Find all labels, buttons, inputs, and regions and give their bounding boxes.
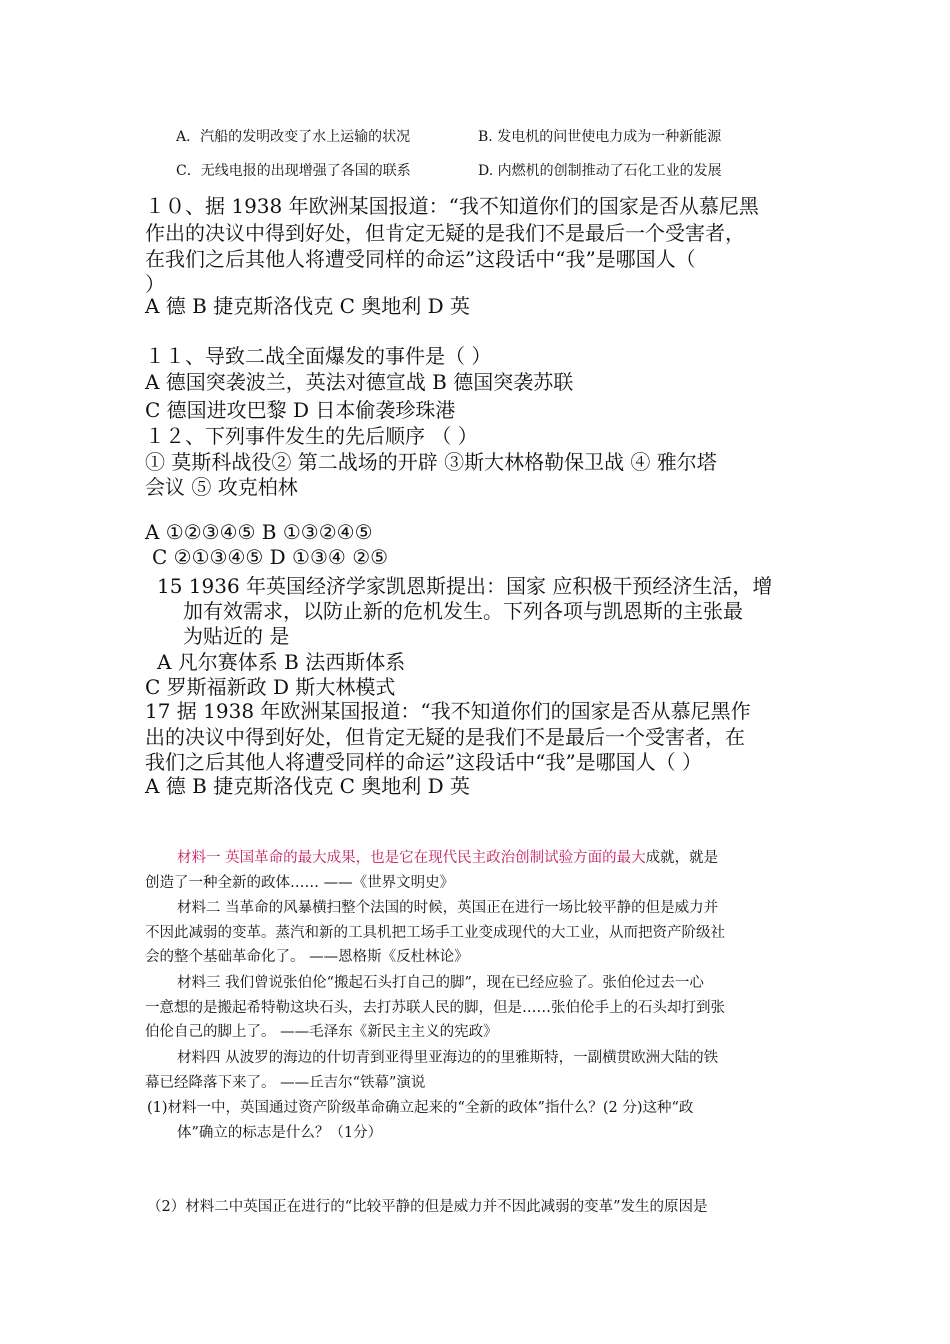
material-4-line: 材料四 从波罗的海边的什切青到亚得里亚海边的的里雅斯特，一副横贯欧洲大陆的铁 <box>177 1050 719 1066</box>
material-1-highlight: 材料一 英国革命的最大成果，也是它在现代民主政治创制试验方面的最大 <box>177 850 646 866</box>
material-1-line <box>177 846 718 867</box>
q11-options-cd: C 德国进攻巴黎 D 日本偷袭珍珠港 <box>145 398 456 422</box>
q12-options-ab: A ①②③④⑤ B ①③②④⑤ <box>145 520 373 544</box>
q10-stem-line: １０、据 1938 年欧洲某国报道：“我不知道你们的国家是否从慕尼黑 <box>145 194 759 218</box>
material-2-line: 不因此减弱的变革。蒸汽和新的工具机把工场手工业变成现代的大工业，从而把资产阶级社 <box>145 925 725 941</box>
q17-options: A 德 B 捷克斯洛伐克 C 奥地利 D 英 <box>145 774 470 798</box>
material-1-tail: 成就，就是 <box>645 850 719 866</box>
material-2-line: 材料二 当革命的风暴横扫整个法国的时候，英国正在进行一场比较平静的但是威力并 <box>177 900 719 916</box>
q9-option-b: B. 发电机的问世使电力成为一种新能源 <box>478 129 722 145</box>
q9-option-a: A．汽船的发明改变了水上运输的状况 <box>176 129 411 145</box>
q10-options: A 德 B 捷克斯洛伐克 C 奥地利 D 英 <box>145 294 470 318</box>
q12-events-line: 会议 ⑤ 攻克柏林 <box>145 475 298 499</box>
q15-options-cd: C 罗斯福新政 D 斯大林模式 <box>145 675 396 699</box>
q11-options-ab: A 德国突袭波兰，英法对德宣战 B 德国突袭苏联 <box>145 370 574 394</box>
material-3-line: 一意想的是搬起希特勒这块石头，去打苏联人民的脚，但是……张伯伦手上的石头却打到张 <box>145 1000 725 1016</box>
question-1-line: 体”确立的标志是什么？（1分） <box>177 1125 383 1141</box>
q17-stem-line: 17 据 1938 年欧洲某国报道：“我不知道你们的国家是否从慕尼黑作 <box>145 699 751 723</box>
question-2-line: （2）材料二中英国正在进行的“比较平静的但是威力并不因此减弱的变革”发生的原因是 <box>147 1199 708 1215</box>
q12-options-cd: C ②①③④⑤ D ①③④ ②⑤ <box>152 545 389 569</box>
q17-stem-line: 出的决议中得到好处，但肯定无疑的是我们不是最后一个受害者，在 <box>145 725 745 749</box>
material-4-source: 幕已经降落下来了。 ——丘吉尔“铁幕”演说 <box>145 1075 426 1091</box>
q9-option-c: C．无线电报的出现增强了各国的联系 <box>176 163 411 179</box>
material-3-line: 材料三 我们曾说张伯伦“搬起石头打自己的脚”，现在已经应验了。张伯伦过去一心 <box>177 975 704 991</box>
q12-events-line: ① 莫斯科战役② 第二战场的开辟 ③斯大林格勒保卫战 ④ 雅尔塔 <box>145 450 717 474</box>
q17-stem-line: 我们之后其他人将遭受同样的命运”这段话中“我”是哪国人（ ） <box>145 750 703 774</box>
material-1-source: 创造了一种全新的政体…… ——《世界文明史》 <box>145 875 455 891</box>
q15-stem-line: 加有效需求，以防止新的危机发生。下列各项与凯恩斯的主张最 <box>183 599 743 623</box>
question-1-line: (1)材料一中，英国通过资产阶级革命确立起来的“全新的政体”指什么？(2 分)这种“政 <box>147 1100 694 1116</box>
q15-options-ab: A 凡尔赛体系 B 法西斯体系 <box>157 650 406 674</box>
q15-stem-line: 为贴近的 是 <box>183 624 290 648</box>
q12-stem: １２、下列事件发生的先后顺序 （ ） <box>145 424 478 448</box>
q10-stem-line: ） <box>145 272 165 296</box>
material-2-source: 会的整个基础革命化了。 ——恩格斯《反杜林论》 <box>145 949 469 965</box>
q10-stem-line: 在我们之后其他人将遭受同样的命运”这段话中“我”是哪国人（ <box>145 247 696 271</box>
material-3-source: 伯伦自己的脚上了。 ——毛泽东《新民主主义的宪政》 <box>145 1024 498 1040</box>
q15-stem-line: 15 1936 年英国经济学家凯恩斯提出：国家 应积极干预经济生活，增 <box>157 574 773 598</box>
q11-stem: １１、导致二战全面爆发的事件是（ ） <box>145 344 492 368</box>
q9-option-d: D. 内燃机的创制推动了石化工业的发展 <box>478 163 722 179</box>
q10-stem-line: 作出的决议中得到好处，但肯定无疑的是我们不是最后一个受害者， <box>145 221 745 245</box>
